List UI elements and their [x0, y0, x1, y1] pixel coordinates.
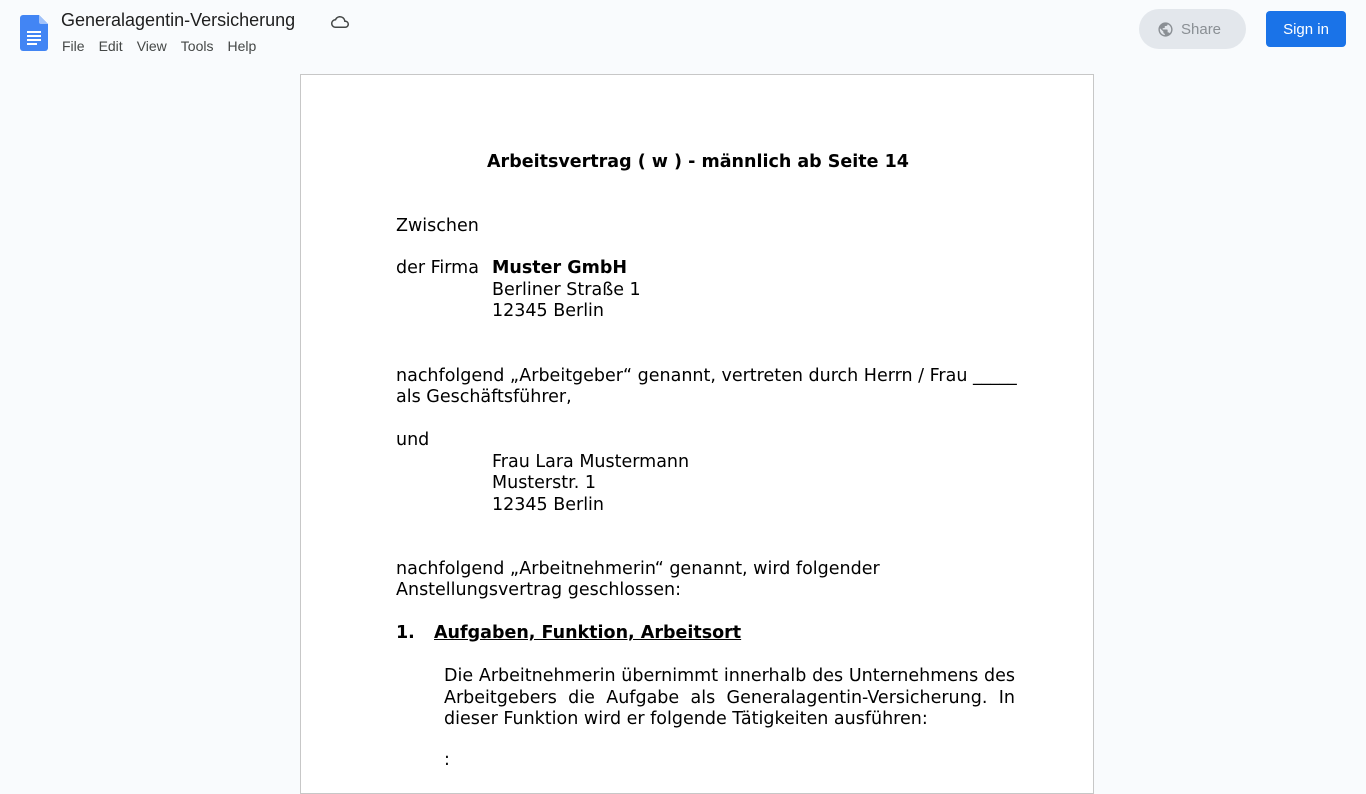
employer-clause-line2: als Geschäftsführer,	[396, 387, 572, 407]
section-number: 1.	[396, 623, 415, 643]
document-heading: Arbeitsvertrag ( w ) - männlich ab Seite 14	[487, 152, 909, 172]
employee-clause-line1: nachfolgend „Arbeitnehmerin“ genannt, wird folgender	[396, 559, 880, 579]
employee-street: Musterstr. 1	[492, 473, 596, 493]
document-page[interactable]	[300, 74, 1094, 794]
employer-name: Muster GmbH	[492, 258, 628, 278]
menu-file[interactable]: File	[62, 38, 85, 54]
cloud-icon[interactable]	[330, 13, 350, 31]
sign-in-button[interactable]: Sign in	[1266, 11, 1346, 47]
employee-name: Frau Lara Mustermann	[492, 452, 690, 472]
employer-city: 12345 Berlin	[492, 301, 605, 321]
employer-label: der Firma	[396, 258, 479, 278]
menu-bar	[55, 37, 263, 57]
menu-view[interactable]: View	[136, 38, 167, 54]
top-bar	[0, 0, 1366, 64]
employer-street: Berliner Straße 1	[492, 280, 641, 300]
menu-help[interactable]: Help	[227, 38, 257, 54]
document-title[interactable]: Generalagentin-Versicherung	[61, 10, 296, 30]
employee-city: 12345 Berlin	[492, 495, 605, 515]
section-paragraph: Die Arbeitnehmerin übernimmt innerhalb des Unternehmens des Arbeitgebers die Aufgabe als Generalagentin-Versicherung. In dieser Funktion wird er folgende Tätigkeiten ausführen:	[444, 666, 1015, 729]
menu-edit[interactable]: Edit	[98, 38, 123, 54]
and-text: und	[396, 430, 430, 450]
section-title: Aufgaben, Funktion, Arbeitsort	[434, 623, 742, 643]
share-label: Share	[1181, 20, 1222, 38]
share-button[interactable]	[1139, 9, 1246, 49]
employer-clause-line1: nachfolgend „Arbeitgeber“ genannt, vertreten durch Herrn / Frau _____	[396, 366, 1017, 386]
employee-clause-line2: Anstellungsvertrag geschlossen:	[396, 580, 681, 600]
list-marker: :	[444, 750, 450, 770]
globe-icon	[1157, 21, 1174, 38]
between-text: Zwischen	[396, 216, 479, 236]
google-docs-icon[interactable]	[20, 15, 48, 51]
menu-tools[interactable]: Tools	[180, 38, 214, 54]
